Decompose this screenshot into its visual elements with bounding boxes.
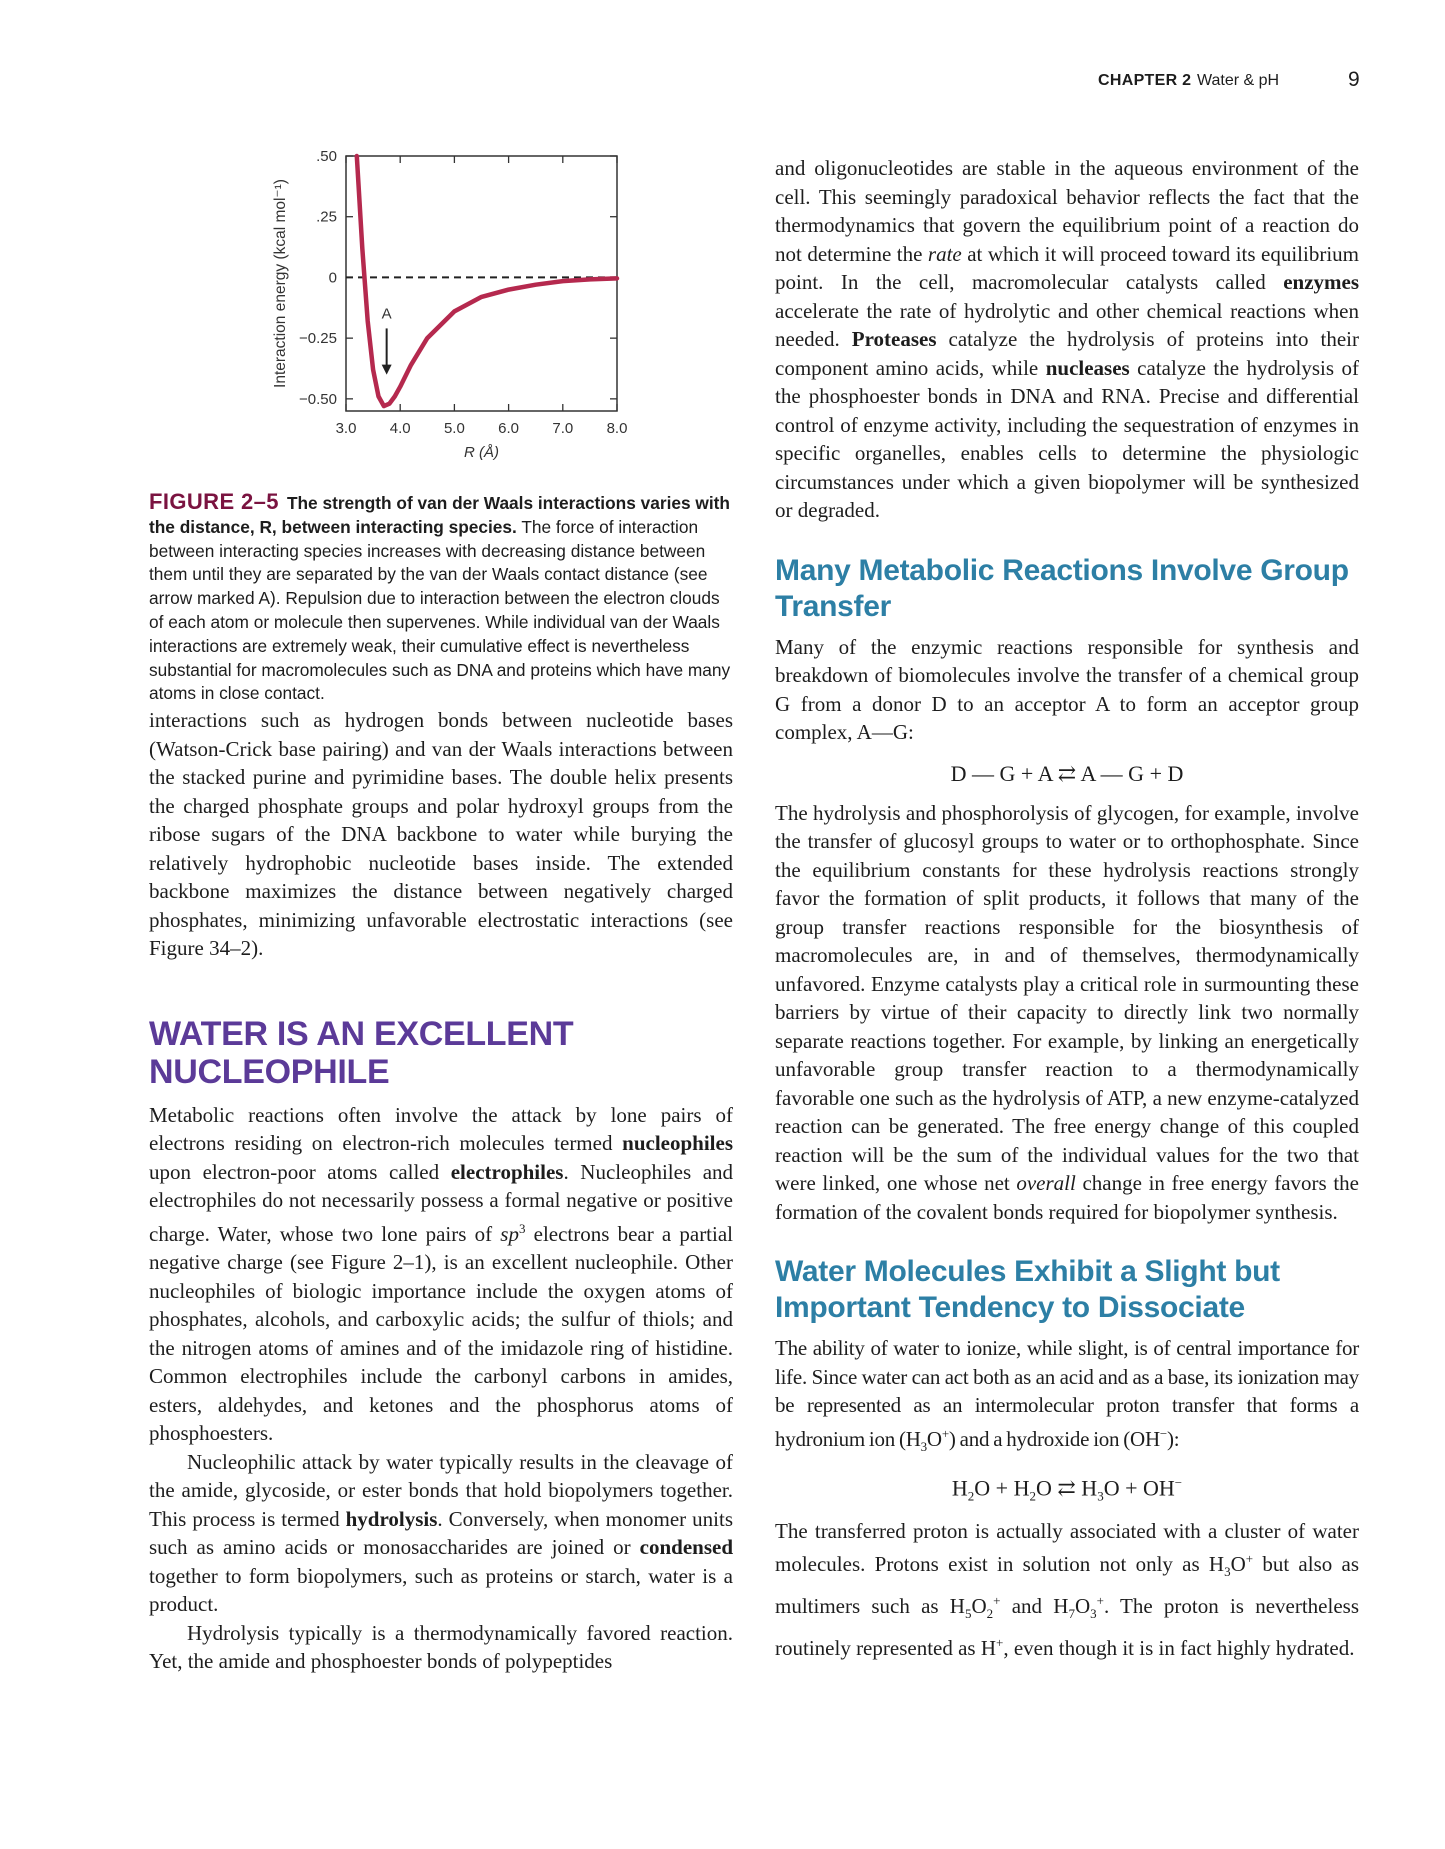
left-column [149, 138, 733, 1676]
energy-curve [357, 156, 617, 406]
x-tick-label: 4.0 [389, 420, 411, 437]
paragraph: interactions such as hydrogen bonds between nucleotide bases (Watson-Crick base pairing) and van der Waals interactions between the stacked purine and pyrimidine bases. The double helix presents the charged phosphate groups and polar hydroxyl groups from the ribose sugars of the DNA backbone to water while burying the relatively hydrophobic nucleotide bases inside. The extended backbone maximizes the distance between negatively charged phosphates, minimizing unfavorable electrostatic interactions (see Figure 34–2). [149, 708, 733, 961]
right-column [775, 154, 1359, 1662]
figure-2-5 [149, 138, 733, 490]
figure-number: FIGURE 2–5 [149, 489, 279, 514]
y-tick-label: 0 [328, 269, 337, 287]
page-header [0, 68, 1445, 98]
paragraph: Hydrolysis typically is a thermodynamically favored reaction. Yet, the amide and phosphoester bonds of polypeptides [149, 1620, 733, 1674]
vdw-chart [149, 138, 733, 490]
paragraph: The ability of water to ionize, while slight, is of central importance for life. Since water can act both as an acid and as a base, its ionization may be represented as an intermolecular proton transfer that forms a hydronium ion $(H_3O^+)$ and a hydroxide ion (OH−): [775, 1336, 1359, 1454]
y-tick-label: −0.50 [299, 390, 337, 408]
x-tick-label: 3.0 [335, 420, 357, 437]
paragraph: Many of the enzymic reactions responsible for synthesis and breakdown of biomolecules involve the transfer of a chemical group G from a donor D to an acceptor A to form an acceptor group complex, A—G: [775, 634, 1359, 744]
page-number: 9 [1348, 68, 1360, 91]
chapter-label: CHAPTER 2 [1098, 72, 1192, 89]
paragraph: Nucleophilic attack by water typically results in the cleavage of the amide, glycoside, or ester bonds that hold biopolymers together. This process is termed hydrolysis. Conversely, when monomer units such as amino acids or monosaccharides are joined or condensed together to form biopolymers, such as proteins or starch, water is a product. [149, 1449, 733, 1617]
paragraph: and oligonucleotides are stable in the aqueous environment of the cell. This seemingly paradoxical behavior reflects the fact that the thermodynamics that govern the equilibrium point of a reaction do not determine the rate at which it will proceed toward its equilibrium point. In the cell, macromolecular catalysts called enzymes accelerate the rate of hydrolytic and other chemical reactions when needed. Proteases catalyze the hydrolysis of proteins into their component amino acids, while nucleases catalyze the hydrolysis of the phosphoester bonds in DNA and RNA. Precise and differential control of enzyme activity, including the sequestration of enzymes in specific organelles, enables cells to determine the physiologic circumstances under which a given biopolymer will be synthesized or degraded. [775, 156, 1359, 522]
annotation-arrow-head [382, 365, 392, 375]
x-tick-label: 8.0 [606, 420, 628, 437]
section-heading: WATER IS AN EXCELLENT NUCLEOPHILE [149, 1014, 574, 1091]
figure-text: The force of interaction between interacting species increases with decreasing distance between them until they are separated by the van der Waals contact distance (see arrow marked A). Repulsion due to interaction between the electron clouds of each atom or molecule then supervenes. While individual van der Waals interactions are extremely weak, their cumulative effect is nevertheless substantial for macromolecules such as DNA and proteins which have many atoms in close contact. [149, 516, 731, 704]
annotation-label: A [381, 305, 392, 323]
subsection-heading: Water Molecules Exhibit a Slight but Important Tendency to Dissociate [775, 1255, 1280, 1324]
figure-caption [149, 490, 733, 706]
subsection-heading: Many Metabolic Reactions Involve Group Transfer [775, 553, 1349, 623]
equation: D — G + A ⇄ A — G + D [950, 760, 1184, 786]
x-axis-label: R (Å) [464, 444, 499, 461]
paragraph: The transferred proton is actually associated with a cluster of water molecules. Protons exist in solution not only as $H_3O^+$ but also as multimers such as $H_5O_2^+$ and $H_7O_3^+$. The proton is nevertheless routinely represented as H+, even though it is in fact highly hydrated. [775, 1518, 1359, 1660]
figure-title: The strength of van der Waals interactions varies with the distance, R, between interacting species. [149, 493, 730, 537]
chapter-title: Water & pH [1197, 72, 1280, 89]
x-tick-label: 6.0 [498, 420, 520, 437]
y-tick-label: .25 [316, 208, 337, 226]
y-tick-label: −0.25 [299, 330, 337, 348]
paragraph: Metabolic reactions often involve the attack by lone pairs of electrons residing on electron-rich molecules termed nucleophiles upon electron-poor atoms called electrophiles. Nucleophiles and electrophiles do not necessarily possess a formal negative or positive charge. Water, whose two lone pairs of $sp^3$ electrons bear a partial negative charge (see Figure 2–1), is an excellent nucleophile. Other nucleophiles of biologic importance include the oxygen atoms of phosphates, alcohols, and carboxylic acids; the sulfur of thiols; and the nitrogen atoms of amines and of the imidazole ring of histidine. Common electrophiles include the carbonyl carbons in amides, esters, aldehydes, and ketones and the phosphorus atoms of phosphoesters. [149, 1102, 734, 1446]
x-tick-label: 5.0 [443, 420, 465, 437]
paragraph: The hydrolysis and phosphorolysis of glycogen, for example, involve the transfer of glucosyl groups to water or to orthophosphate. Since the equilibrium constants for these hydrolysis reactions strongly favor the formation of split products, it follows that many of the group transfer reactions responsible for the biosynthesis of macromolecules are, in and of themselves, thermodynamically unfavored. Enzyme catalysts play a critical role in surmounting these barriers by virtue of their capacity to directly link two normally separate reactions together. For example, by linking an energetically unfavorable group transfer reaction to a thermodynamically favorable one such as the hydrolysis of ATP, a new enzyme-catalyzed reaction can be generated. The free energy change of this coupled reaction will be the sum of the individual values for the two that were linked, one whose net overall change in free energy favors the formation of the covalent bonds required for biopolymer synthesis. [775, 800, 1359, 1224]
equation: $H_2O + H_2O$ ⇄ $H_3O + OH^-$ [951, 1475, 1183, 1504]
x-tick-label: 7.0 [552, 420, 574, 437]
y-tick-label: .50 [316, 148, 337, 165]
y-axis-label: Interaction energy (kcal mol⁻¹) [272, 179, 289, 388]
